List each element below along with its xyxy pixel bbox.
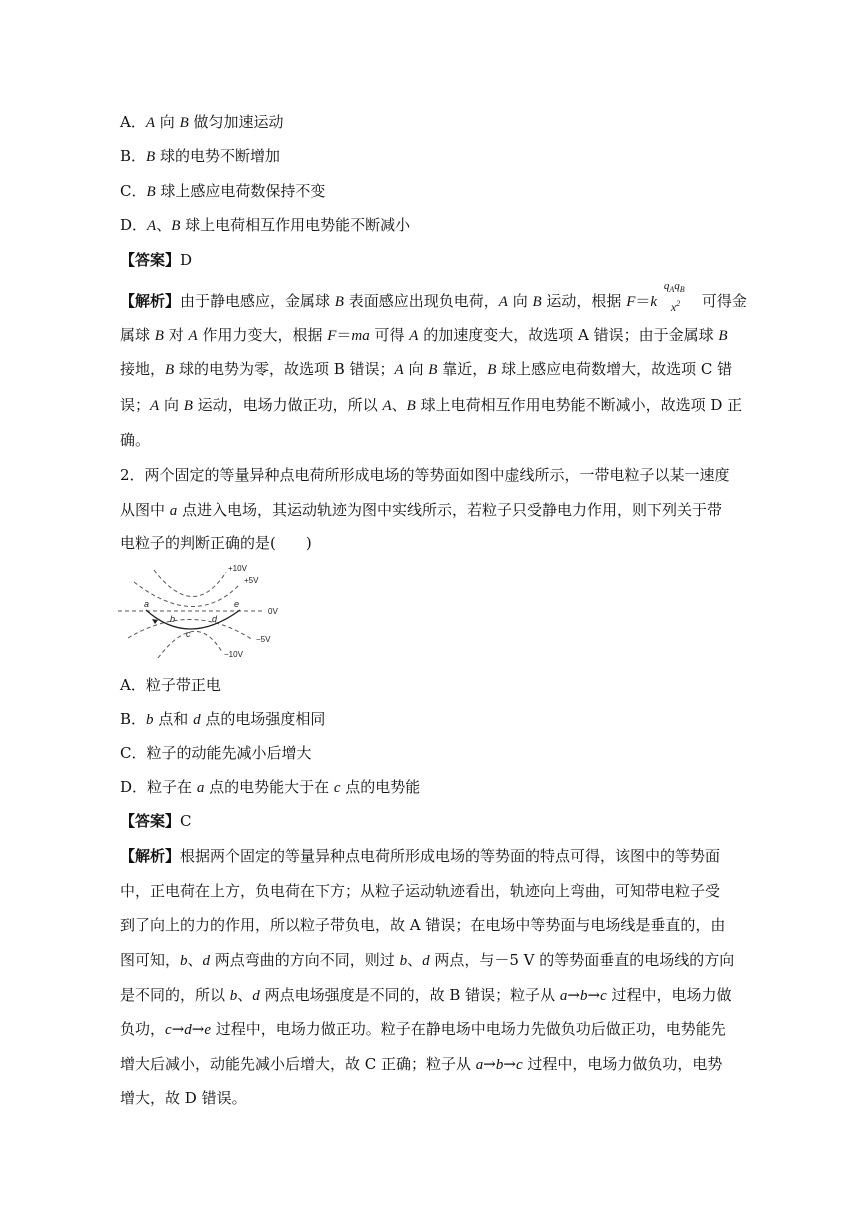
text-run: → [483,1055,496,1073]
q1-analysis-line-1 [120,280,747,314]
text-run: 过程中，电场力做 [606,986,732,1004]
q2-option-d [120,777,420,798]
text-run: 球的电势不断增加 [155,147,280,165]
text-run: b [229,988,238,1004]
q2-stem-line-2 [120,500,722,521]
text-run: F [327,328,337,344]
text-run: A [188,328,198,344]
x-symbol: x [670,300,677,314]
text-run: 【解析】 [120,847,181,865]
text-run: a [196,780,205,796]
text-run: a [169,503,178,519]
text-run: B [428,362,438,378]
q1-option-c [120,181,325,202]
text-run: 属球 [120,326,155,344]
q1-option-d [120,215,410,236]
q2-option-a [120,675,221,695]
text-run: B． [120,710,147,728]
text-run: d [252,988,260,1004]
text-run: 、 [156,216,172,234]
coulomb-fraction [662,280,702,314]
label-minus5: −5V [256,635,271,644]
q2-analysis-line-6 [120,1019,726,1040]
text-run: → [567,986,580,1004]
point-a: a [144,599,150,609]
text-run: C． [120,744,147,762]
q2-answer-value: C [180,812,192,830]
text-run: 接地， [120,360,166,378]
text-run: A． [120,676,146,694]
text-run: D． [120,216,148,234]
text-run: 两点电场强度是不同的，故 B 错误；粒子从 [259,986,560,1004]
text-run: 粒子带正电 [145,676,221,694]
text-run: a [559,988,568,1004]
q1-answer-value: D [180,251,193,269]
text-run: 点的电势能 [340,778,421,796]
point-e: e [234,599,240,609]
text-run: 粒子的动能先减小后增大 [146,744,312,762]
q2-analysis-line-7 [120,1054,722,1075]
text-run: → [503,1055,516,1073]
text-run: 中，正电荷在上方，负电荷在下方；从粒子运动轨迹看出，轨迹向上弯曲，可知带电粒子受 [120,882,721,900]
text-run: B [171,218,181,234]
text-run: c [165,1022,172,1038]
text-run: 、 [407,951,423,969]
text-run: A [150,398,160,414]
label-zero: 0V [268,607,278,616]
text-run: B [146,149,156,165]
text-run: 点的电势能大于在 [204,778,334,796]
text-run: 向 [155,113,180,131]
text-run: B [183,398,193,414]
fraction-denominator [671,294,680,317]
formula-f: F [626,294,636,310]
text-run: → [191,1020,205,1038]
text-run: → [171,1020,185,1038]
text-run: B [165,362,175,378]
q2-analysis-line-1 [120,846,720,866]
text-run: A [147,218,157,234]
point-d: d [212,614,218,624]
text-run: 表面感应出现负电荷， [343,292,499,310]
text-run: 球上电荷相互作用电势能不断减小，故选项 D 正 [415,396,743,414]
text-run: 球上感应电荷数增大，故选项 C 错 [496,360,733,378]
q1-answer-label: 【答案】 [120,251,181,269]
point-b: b [170,614,176,624]
text-run: 做匀加速运动 [188,113,284,131]
text-run: D． [120,778,148,796]
text-run: 、 [187,951,203,969]
text-run: d [184,1022,192,1038]
text-run: B [146,184,156,200]
text-run: 点和 [153,710,194,728]
text-run: 误； [120,396,151,414]
text-run: 增大，故 D 错误。 [120,1089,247,1107]
text-run: 球上电荷相互作用电势能不断减小 [180,216,411,234]
text-run: → [587,986,601,1004]
text-run: 球上感应电荷数保持不变 [155,182,326,200]
q1-option-b [120,146,280,167]
text-run: 由于静电感应，金属球 [180,292,335,310]
equipotential-plus5 [134,582,240,607]
text-run: 点的电场强度相同 [200,710,326,728]
superscript: 2 [676,299,681,308]
q1-analysis-line-4 [120,395,742,416]
q2-analysis-line-5 [120,985,732,1006]
q1-answer [120,250,192,270]
text-run: A [498,294,508,310]
text-run: c [333,780,341,796]
text-run: 两点弯曲的方向不同，则过 [210,951,400,969]
text-run: 向 [403,360,429,378]
text-run: 根据两个固定的等量异种点电荷所形成电场的等势面的特点可得，该图中的等势面 [180,847,721,865]
text-run: 对 [163,326,189,344]
q2-stem-line-3 [120,533,312,553]
equipotential-minus5 [128,619,253,640]
text-run: b [495,1057,504,1073]
text-run: 向 [159,396,184,414]
text-run: A [409,328,419,344]
label-plus5: +5V [244,576,259,585]
q2-analysis-line-3 [120,915,725,935]
text-run: d [202,953,211,969]
q2-option-c [120,743,312,763]
text-run: b [399,953,408,969]
formula-eq: ＝ [635,292,651,310]
q2-analysis-line-8 [120,1088,247,1108]
text-run: 图可知， [120,951,181,969]
text-run: A [382,398,392,414]
text-run: d [422,953,430,969]
text-run: 可得金 [701,292,747,310]
text-run: C． [120,182,147,200]
text-run: B [154,328,164,344]
text-run: b [146,712,154,728]
subscript: A [669,285,675,295]
text-run: 点进入电场，其运动轨迹为图中实线所示，若粒子只受静电力作用，则下列关于带 [177,501,723,519]
q2-option-b [120,709,325,730]
text-run: 可得 [369,326,410,344]
text-run: 、 [391,396,407,414]
text-run: B． [120,147,147,165]
text-run: B [487,362,497,378]
label-minus10: −10V [224,650,243,659]
q-symbol: q [674,280,680,292]
text-run: c [515,1057,523,1073]
text-run: 是不同的，所以 [120,986,230,1004]
text-run: b [180,953,188,969]
text-run: a [475,1057,484,1073]
text-run: b [579,988,588,1004]
q2-analysis-line-2 [120,881,720,901]
text-run: 的加速度变大，故选项 A 错误；由于金属球 [418,326,719,344]
text-run: ma [351,328,370,344]
text-run: 到了向上的力的作用，所以粒子带负电，故 A 错误；在电场中等势面与电场线是垂直的，由 [120,916,726,934]
text-run: e [204,1022,212,1038]
text-run: 向 [507,292,533,310]
text-run: d [193,712,201,728]
text-run: 增大后减小，动能先减小后增大，故 C 正确；粒子从 [120,1055,476,1073]
q1-analysis-line-5 [120,430,150,450]
equipotential-figure [118,562,298,662]
text-run: A． [120,113,146,131]
q1-analysis-line-3 [120,359,732,380]
text-run: 靠近， [437,360,488,378]
text-run: ＝ [336,326,352,344]
text-run: B [406,398,416,414]
label-plus10: +10V [228,564,247,573]
text-run: 从图中 [120,501,170,519]
text-run: 过程中，电场力做正功。粒子在静电场中电场力先做负功后做正功，电势能先 [211,1020,726,1038]
q2-stem-line-1 [120,465,730,485]
formula-k: k [650,294,658,310]
q2-answer-label: 【答案】 [120,812,181,830]
q1-analysis-label: 【解析】 [120,292,181,310]
text-run: B [532,294,542,310]
trajectory-arrow [152,619,158,624]
q2-answer [120,811,192,831]
point-c: c [186,629,191,639]
particle-trajectory [146,610,240,629]
text-run: 两点，与－5 V 的等势面垂直的电场线的方向 [429,951,735,969]
text-run: 电粒子的判断正确的是( ) [120,534,312,552]
text-run: 球的电势为零，故选项 B 错误； [174,360,395,378]
equipotential-plus10 [154,570,226,597]
text-run: c [600,988,607,1004]
text-run: 过程中，电场力做负功，电势 [522,1055,723,1073]
text-run: B [718,328,728,344]
text-run: 2．两个固定的等量异种点电荷所形成电场的等势面如图中虚线所示，一带电粒子以某一速度 [120,466,730,484]
text-run: 作用力变大，根据 [197,326,328,344]
text-run: 负功， [120,1020,166,1038]
subscript: B [679,285,685,295]
q2-analysis-line-4 [120,950,734,971]
text-run: A [394,362,404,378]
text-run: 运动，电场力做正功，所以 [192,396,383,414]
text-run: 确。 [120,431,151,449]
q-symbol: q [663,280,670,292]
text-run: 粒子在 [147,778,197,796]
text-run: A [145,115,156,131]
q1-option-a [120,112,284,133]
q1-analysis-line-2 [120,325,728,346]
text-run: B [179,115,189,131]
text-run: B [334,294,344,310]
text-run: 、 [237,986,253,1004]
text-run: 运动，根据 [541,292,627,310]
